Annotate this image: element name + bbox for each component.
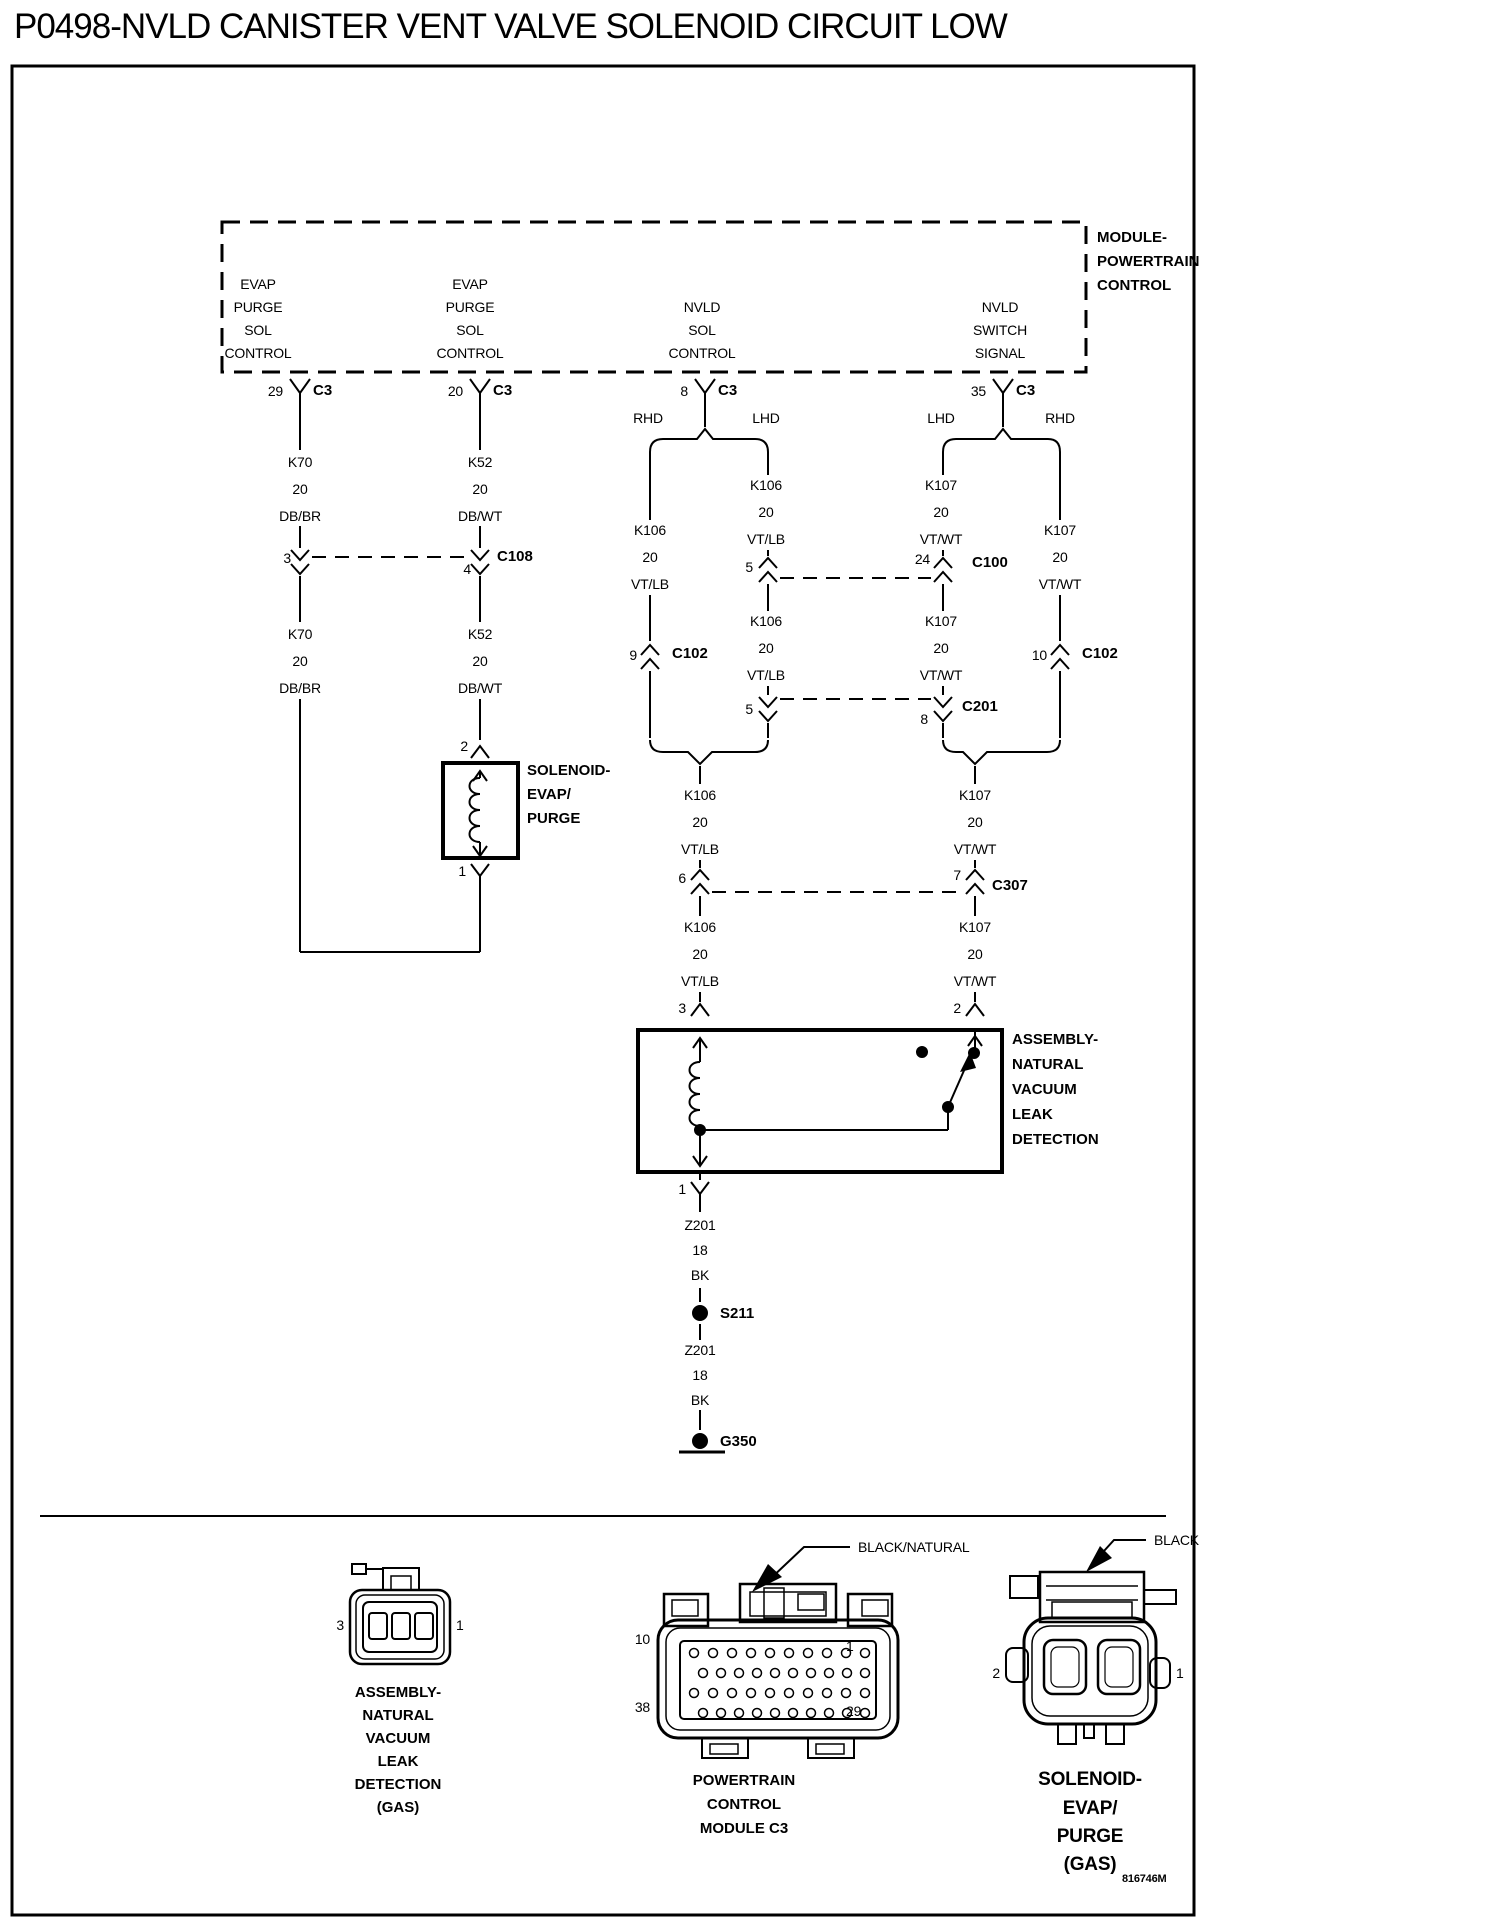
nvld-pin2-symbol xyxy=(966,1004,984,1016)
output-label: PURGE xyxy=(445,299,495,315)
c102-pin10-chevron xyxy=(1051,645,1069,669)
g350-ground-dot xyxy=(693,1434,707,1448)
wire-label: VT/LB xyxy=(681,841,719,857)
nvld-box-label: LEAK xyxy=(1012,1106,1053,1123)
solenoid-box-label: SOLENOID- xyxy=(527,762,611,779)
wire-label: K106 xyxy=(750,613,782,629)
connector-name: C201 xyxy=(962,698,998,715)
pin-number: 29 xyxy=(267,383,283,399)
pin-number: 29 xyxy=(846,1703,862,1719)
split-brace-col3 xyxy=(650,429,768,452)
c108-pin4-chevron xyxy=(471,550,489,574)
wire-label: 20 xyxy=(642,549,658,565)
nvld-box-drawing xyxy=(638,1030,1002,1172)
branch-tag: LHD xyxy=(752,410,780,426)
legend-caption: EVAP/ xyxy=(1062,1798,1118,1819)
nvld-pin1-symbol xyxy=(691,1182,709,1212)
legend-connector-a-drawing xyxy=(350,1564,450,1664)
pin-number: 2 xyxy=(992,1665,1000,1681)
ground-label: G350 xyxy=(720,1433,757,1450)
wire-label: 20 xyxy=(933,640,949,656)
wire-label: Z201 xyxy=(684,1217,716,1233)
pin-number: 8 xyxy=(920,711,928,727)
nvld-box-label: ASSEMBLY- xyxy=(1012,1031,1099,1048)
solenoid-pin1-symbol xyxy=(471,864,489,952)
wire-label: 20 xyxy=(472,481,488,497)
diagram-frame xyxy=(12,66,1194,1915)
legend-connector-b-drawing xyxy=(658,1547,898,1758)
wire-label: K52 xyxy=(467,454,493,470)
c100-pin24-chevron xyxy=(934,558,952,582)
pcm-label-line: POWERTRAIN xyxy=(1097,253,1200,270)
output-label: CONTROL xyxy=(668,345,736,361)
connector-name: C100 xyxy=(972,554,1008,571)
wire-label: K106 xyxy=(750,477,782,493)
wire-label: VT/LB xyxy=(747,531,785,547)
wire-label: K107 xyxy=(925,613,957,629)
wire-label: 20 xyxy=(967,946,983,962)
nvld-box-label: VACUUM xyxy=(1012,1081,1077,1098)
pin-number: 24 xyxy=(914,551,930,567)
wire-label: K70 xyxy=(287,626,313,642)
c102-pin9-chevron xyxy=(641,645,659,669)
pin-number: 1 xyxy=(678,1181,686,1197)
wire-label: 20 xyxy=(758,640,774,656)
solenoid-box-label: EVAP/ xyxy=(527,786,571,803)
connector-name: C108 xyxy=(497,548,533,565)
wire-label: 20 xyxy=(967,814,983,830)
wire-label: K107 xyxy=(925,477,957,493)
branch-tag: LHD xyxy=(927,410,955,426)
connector-name: C102 xyxy=(672,645,708,662)
wire-label: 20 xyxy=(933,504,949,520)
wire-label: K107 xyxy=(959,787,991,803)
pcm-label-line: CONTROL xyxy=(1097,277,1172,294)
pin-number: 4 xyxy=(463,561,471,577)
pin-number: 1 xyxy=(458,863,466,879)
wire-label: 20 xyxy=(758,504,774,520)
legend-caption: VACUUM xyxy=(365,1730,431,1747)
wire-label: BK xyxy=(690,1392,710,1408)
pin-number: 10 xyxy=(634,1631,650,1647)
wire-label: VT/WT xyxy=(953,841,997,857)
legend-caption: POWERTRAIN xyxy=(692,1772,796,1789)
nvld-coil xyxy=(690,1062,701,1126)
pin-number: 1 xyxy=(846,1638,854,1654)
pin-number: 38 xyxy=(634,1699,650,1715)
splice-label: S211 xyxy=(720,1305,755,1322)
output-label: SOL xyxy=(688,322,716,338)
pcm-label-line: MODULE- xyxy=(1097,229,1167,246)
pin-number: 6 xyxy=(678,870,686,886)
nvld-switch-arm xyxy=(948,1066,966,1107)
pin-number: 7 xyxy=(953,867,961,883)
c307-pin7-chevron xyxy=(966,870,984,894)
output-label: CONTROL xyxy=(436,345,504,361)
solenoid-box-drawing xyxy=(443,763,518,952)
pin-number: 8 xyxy=(680,383,688,399)
wire-label: K107 xyxy=(959,919,991,935)
c307-pin6-chevron xyxy=(691,870,709,894)
wire-label: K106 xyxy=(684,919,716,935)
legend-caption: DETECTION xyxy=(354,1776,442,1793)
wire-label: 18 xyxy=(692,1242,708,1258)
output-label: EVAP xyxy=(240,276,276,292)
merge-brace-col3 xyxy=(650,740,768,764)
wire-label: BK xyxy=(690,1267,710,1283)
legend-caption: LEAK xyxy=(377,1753,419,1770)
connector-name: C3 xyxy=(718,382,738,399)
nvld-box-label: NATURAL xyxy=(1012,1056,1084,1073)
wire-label: DB/WT xyxy=(457,508,503,524)
wire-label: VT/LB xyxy=(681,973,719,989)
wire-label: 20 xyxy=(692,814,708,830)
wire-label: DB/BR xyxy=(279,680,321,696)
black-arrow xyxy=(1086,1546,1112,1572)
c201-pin8-chevron xyxy=(934,697,952,721)
connector-color-label: BLACK/NATURAL xyxy=(858,1539,970,1555)
wire-label: 18 xyxy=(692,1367,708,1383)
output-label: NVLD xyxy=(981,299,1019,315)
legend-caption: (GAS) xyxy=(376,1799,420,1816)
split-brace-col4 xyxy=(943,429,1060,452)
wire-label: Z201 xyxy=(684,1342,716,1358)
output-label: SWITCH xyxy=(972,322,1028,338)
output-label: SIGNAL xyxy=(974,345,1026,361)
connector-name: C3 xyxy=(1016,382,1036,399)
wire-label: VT/LB xyxy=(631,576,669,592)
legend-caption: NATURAL xyxy=(362,1707,434,1724)
legend-caption: PURGE xyxy=(1056,1826,1124,1847)
ground-path-lines xyxy=(679,1172,725,1452)
legend-caption: MODULE C3 xyxy=(699,1820,789,1837)
wire-label: 20 xyxy=(292,653,308,669)
wire-label: 20 xyxy=(1052,549,1068,565)
pin-number: 5 xyxy=(745,559,753,575)
wire-label: 20 xyxy=(292,481,308,497)
pin-number: 3 xyxy=(678,1000,686,1016)
connector-name: C307 xyxy=(992,877,1028,894)
pin-number: 5 xyxy=(745,701,753,717)
branch-tag: RHD xyxy=(633,410,663,426)
wire-label: 20 xyxy=(692,946,708,962)
pin-number: 1 xyxy=(1176,1665,1184,1681)
legend-connector-c-drawing xyxy=(1006,1540,1176,1744)
pin-number: 35 xyxy=(970,383,986,399)
pin-number: 2 xyxy=(460,738,468,754)
solenoid-pin2-symbol xyxy=(471,746,489,758)
wire-label: VT/WT xyxy=(919,531,963,547)
nvld-switch-branch xyxy=(934,408,1069,1016)
wire-label: VT/WT xyxy=(1038,576,1082,592)
connector-name: C3 xyxy=(313,382,333,399)
legend-caption: SOLENOID- xyxy=(1038,1769,1142,1790)
pcm-pin-holes xyxy=(690,1649,870,1718)
connector-color-label: BLACK xyxy=(1154,1532,1199,1548)
wire-label: DB/WT xyxy=(457,680,503,696)
wire-label: K52 xyxy=(467,626,493,642)
nvld-pin3-symbol xyxy=(691,1004,709,1016)
pin-number: 3 xyxy=(283,550,291,566)
output-label: SOL xyxy=(456,322,484,338)
wire-label: VT/WT xyxy=(919,667,963,683)
wire-label: DB/BR xyxy=(279,508,321,524)
wire-label: K107 xyxy=(1044,522,1076,538)
wire-label: K70 xyxy=(287,454,313,470)
branch-tag: RHD xyxy=(1045,410,1075,426)
pcm-module-box xyxy=(222,222,1086,372)
connector-name: C102 xyxy=(1082,645,1118,662)
pin-number: 9 xyxy=(629,647,637,663)
output-label: PURGE xyxy=(233,299,283,315)
diagram-reference-code: 816746M xyxy=(1122,1873,1167,1885)
pin-number: 3 xyxy=(336,1617,344,1633)
pin-number: 1 xyxy=(456,1617,464,1633)
wire-label: 20 xyxy=(472,653,488,669)
wire-label: K106 xyxy=(634,522,666,538)
c100-pin5-chevron xyxy=(759,558,777,582)
wire-label: K106 xyxy=(684,787,716,803)
wire-label: VT/WT xyxy=(953,973,997,989)
page-title: P0498-NVLD CANISTER VENT VALVE SOLENOID CIRCUIT LOW xyxy=(14,7,1007,46)
legend-caption: CONTROL xyxy=(706,1796,782,1813)
pin-number: 10 xyxy=(1031,647,1047,663)
solenoid-box-label: PURGE xyxy=(527,810,581,827)
solenoid-coil xyxy=(470,778,481,842)
nvld-box-label: DETECTION xyxy=(1012,1131,1099,1148)
output-label: SOL xyxy=(244,322,272,338)
wire-label: VT/LB xyxy=(747,667,785,683)
merge-brace-col4 xyxy=(943,740,1060,764)
output-label: CONTROL xyxy=(224,345,292,361)
c108-pin3-chevron xyxy=(291,550,309,574)
output-label: NVLD xyxy=(683,299,721,315)
connector-name: C3 xyxy=(493,382,513,399)
s211-splice-dot xyxy=(693,1306,707,1320)
legend-caption: (GAS) xyxy=(1063,1854,1117,1875)
pin-number: 20 xyxy=(447,383,463,399)
pin-number: 2 xyxy=(953,1000,961,1016)
output-label: EVAP xyxy=(452,276,488,292)
legend-caption: ASSEMBLY- xyxy=(354,1684,442,1701)
c201-pin5-chevron xyxy=(759,697,777,721)
c3-pin-symbols xyxy=(290,379,1013,408)
